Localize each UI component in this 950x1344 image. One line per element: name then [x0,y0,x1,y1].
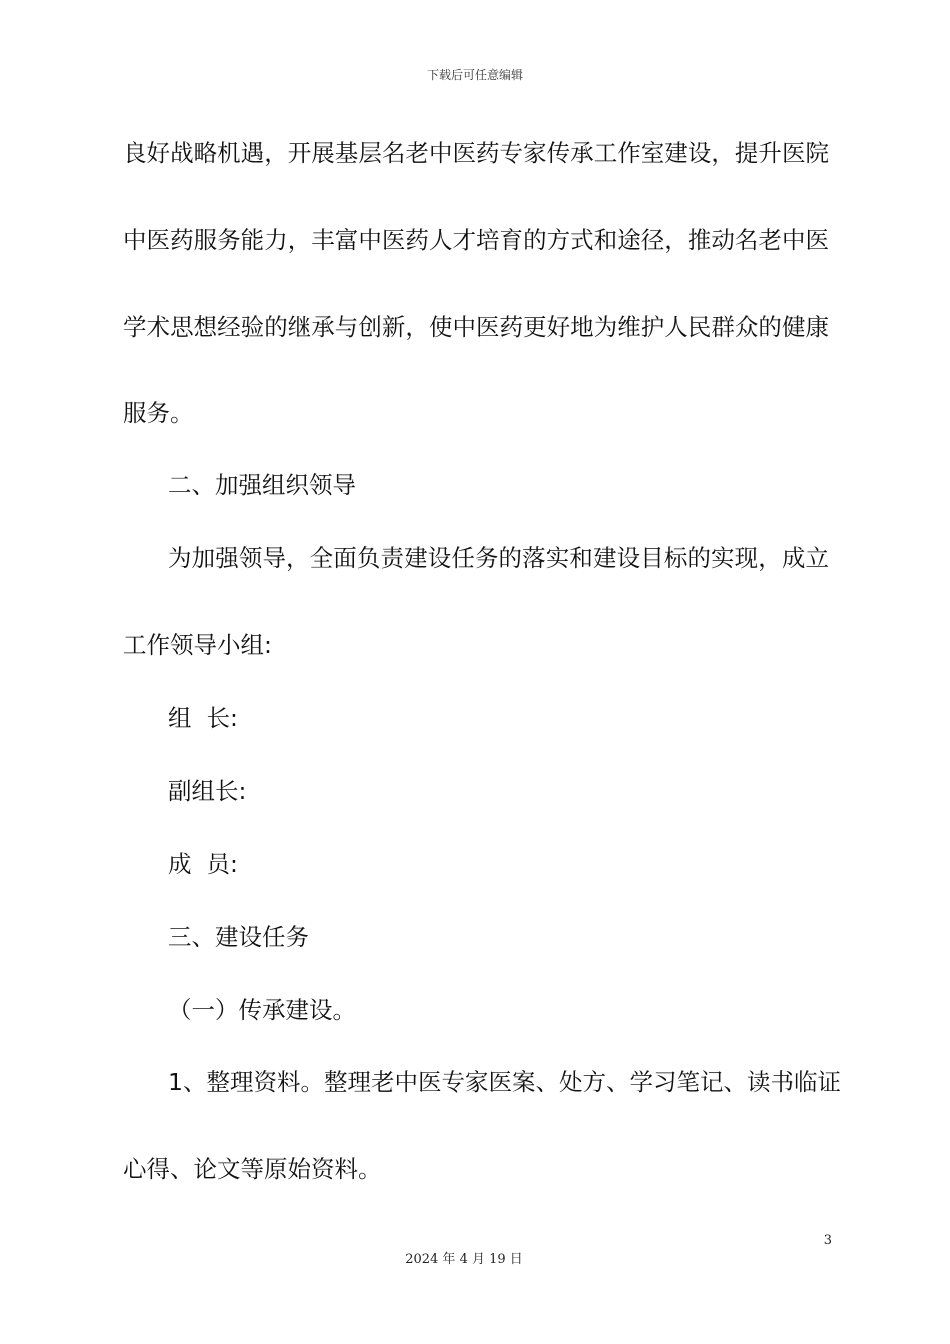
paragraph-line: 工作领导小组: [123,631,272,659]
paragraph-line: 良好战略机遇，开展基层名老中医药专家传承工作室建设，提升医院 [123,139,829,167]
role-leader: 组 长: [168,704,238,732]
subsection-heading-inheritance: （一）传承建设。 [168,996,356,1024]
paragraph-line: 为加强领导，全面负责建设任务的落实和建设目标的实现，成立 [168,544,829,572]
paragraph-line: 心得、论文等原始资料。 [123,1155,382,1183]
page-number: 3 [823,1233,832,1248]
section-heading-organization: 二、加强组织领导 [168,471,356,499]
paragraph-line: 学术思想经验的继承与创新，使中医药更好地为维护人民群众的健康 [123,313,829,341]
paragraph-line: 服务。 [123,399,194,427]
page-header-note: 下载后可任意编辑 [426,68,523,82]
role-members: 成 员: [168,850,238,878]
page-footer-date: 2024 年 4 月 19 日 [405,1252,523,1267]
paragraph-line: 1、整理资料。整理老中医专家医案、处方、学习笔记、读书临证 [168,1068,841,1096]
role-deputy-leader: 副组长: [168,777,247,805]
section-heading-tasks: 三、建设任务 [168,923,309,951]
paragraph-line: 中医药服务能力，丰富中医药人才培育的方式和途径，推动名老中医 [123,226,829,254]
